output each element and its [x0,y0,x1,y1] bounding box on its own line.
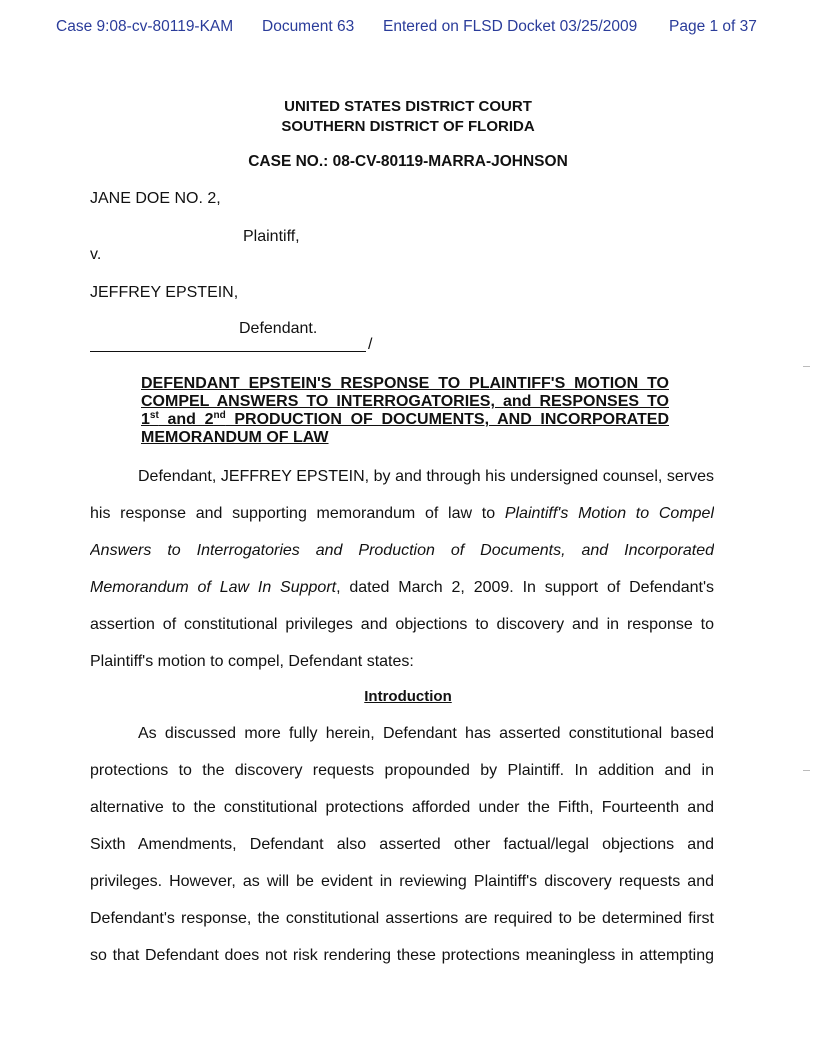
para-line: Defendant's response, the constitutional assertions are required to be determined first [90,910,714,927]
stamp-entered-date: Entered on FLSD Docket 03/25/2009 [383,18,638,35]
para-line: privileges. However, as will be evident in reviewing Plaintiff's discovery requests and [90,873,714,890]
para-line: Plaintiff's motion to compel, Defendant states: [90,653,414,670]
document-title-line2: COMPEL ANSWERS TO INTERROGATORIES, and RESPONSES TO [141,393,669,410]
caption-slash: / [368,336,373,353]
defendant-role: Defendant. [239,320,318,337]
document-title-line1: DEFENDANT EPSTEIN'S RESPONSE TO PLAINTIFF'S MOTION TO [141,375,669,392]
document-title-line4: MEMORANDUM OF LAW [141,429,329,446]
stamp-document-number: Document 63 [262,18,355,35]
scan-margin-mark [803,366,810,367]
introduction-paragraph [90,715,714,974]
stamp-case-number: Case 9:08-cv-80119-KAM [56,18,234,35]
para-line: so that Defendant does not risk rendering these protections meaningless in attempting [90,947,714,964]
court-name-line2: SOUTHERN DISTRICT OF FLORIDA [281,118,535,135]
court-name-line1: UNITED STATES DISTRICT COURT [284,98,532,115]
document-title-line3: 1st and 2nd PRODUCTION OF DOCUMENTS, AND INCORPORATED [141,410,670,428]
scan-margin-mark [803,770,810,771]
plaintiff-name: JANE DOE NO. 2, [90,190,221,207]
opening-paragraph [90,458,714,680]
plaintiff-role: Plaintiff, [243,228,300,245]
para-line: As discussed more fully herein, Defendant has asserted constitutional based [138,725,714,742]
para-line: Sixth Amendments, Defendant also asserted other factual/legal objections and [90,836,714,853]
versus: v. [90,246,102,263]
stamp-page-number: Page 1 of 37 [669,18,757,35]
para-line: protections to the discovery requests propounded by Plaintiff. In addition and in [90,762,714,779]
caption-divider-line [90,351,366,352]
para-line: assertion of constitutional privileges and objections to discovery and in response to [90,616,714,633]
case-number: CASE NO.: 08-CV-80119-MARRA-JOHNSON [248,153,568,170]
introduction-heading: Introduction [364,688,452,705]
para-line: alternative to the constitutional protections afforded under the Fifth, Fourteenth and [90,799,714,816]
defendant-name: JEFFREY EPSTEIN, [90,284,239,301]
para-line: Answers to Interrogatories and Production of Documents, and Incorporated [90,542,714,559]
para-line: Defendant, JEFFREY EPSTEIN, by and through his undersigned counsel, serves [138,468,714,485]
para-line: Memorandum of Law In Support, dated March 2, 2009. In support of Defendant's [90,579,714,596]
para-line: his response and supporting memorandum of law to Plaintiff's Motion to Compel [90,505,714,522]
